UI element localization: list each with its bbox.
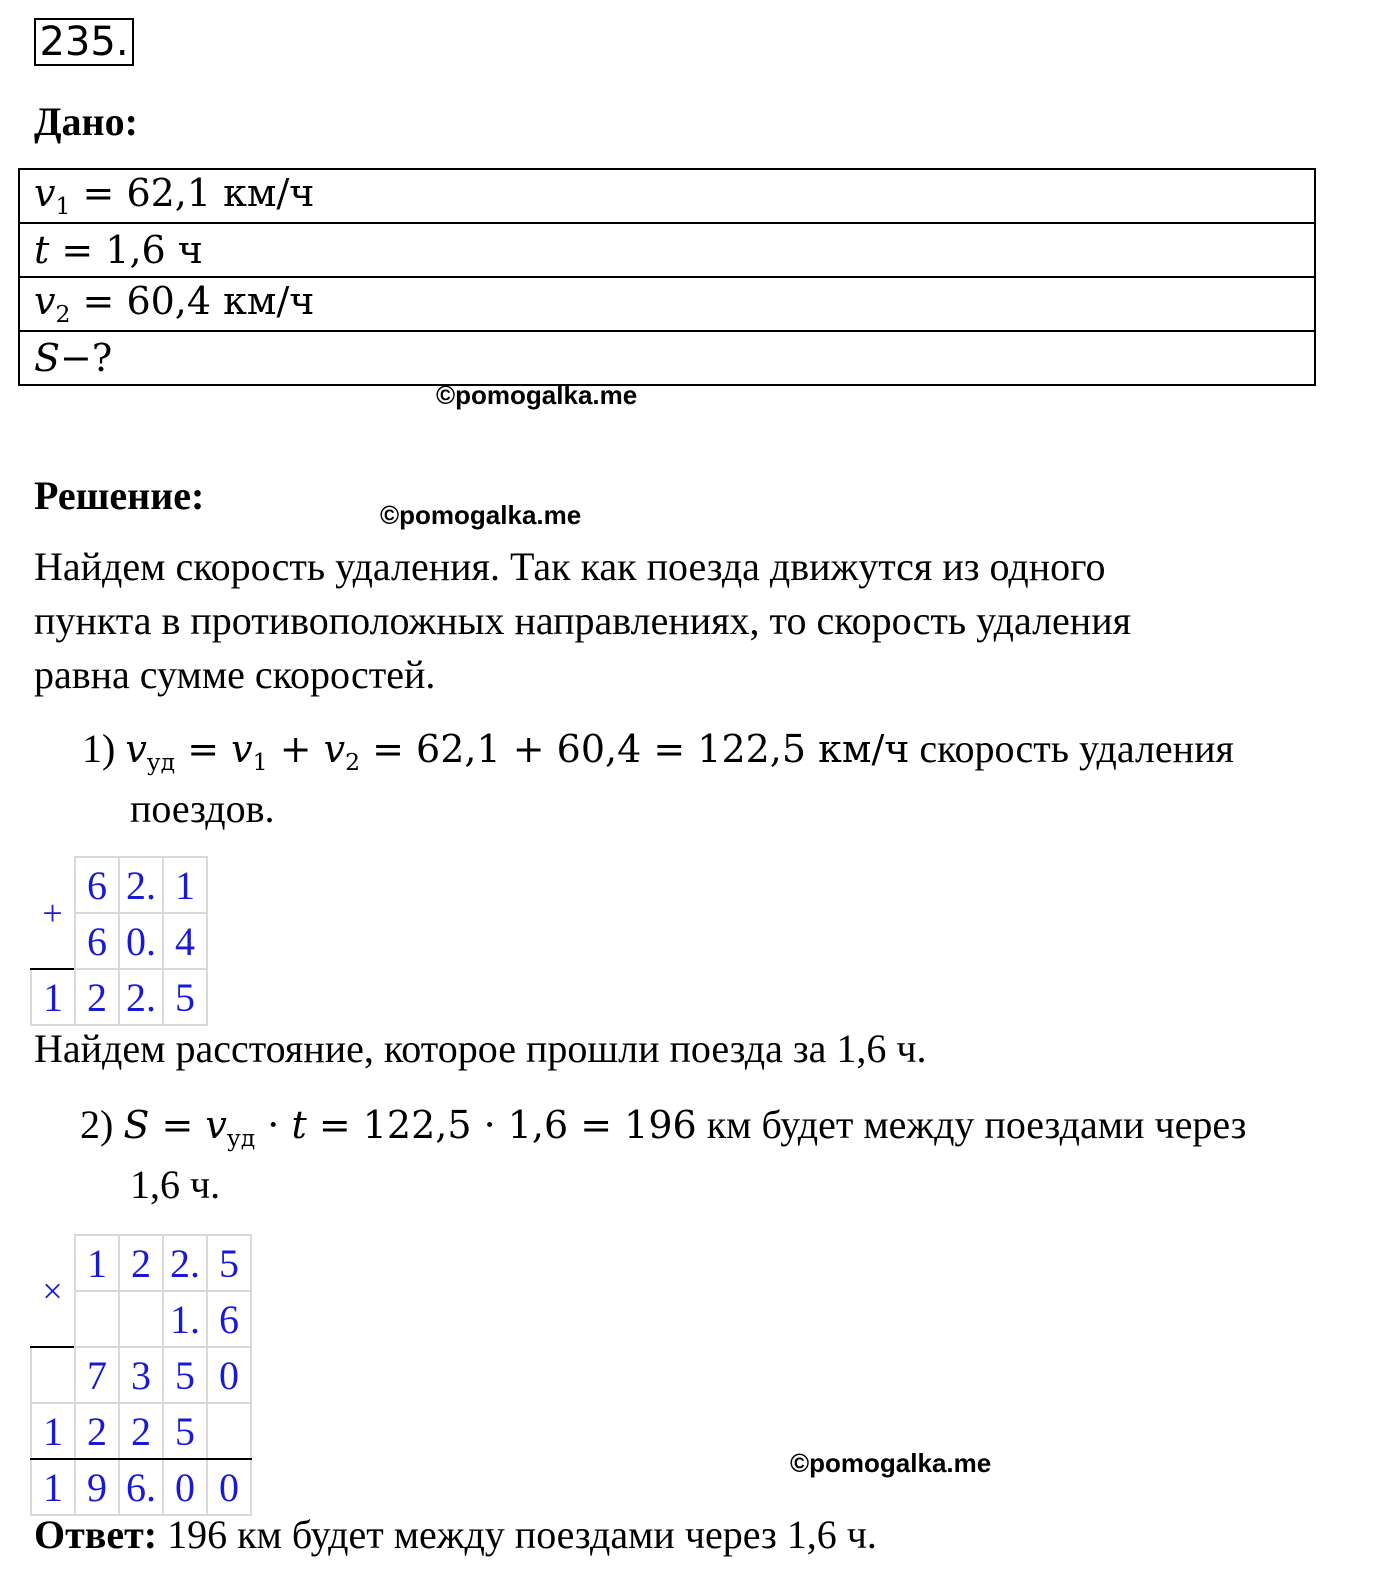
problem-number: 235. xyxy=(34,18,134,66)
var-v: v xyxy=(231,727,253,771)
addition-grid xyxy=(30,856,208,1026)
digit xyxy=(75,1291,119,1347)
dot: · xyxy=(255,1103,292,1147)
intro-line-2: пункта в противоположных направлениях, то скорость удаления xyxy=(34,598,1131,643)
value-t: = 1,6 ч xyxy=(49,228,203,272)
digit: 2 xyxy=(119,1403,163,1459)
var-s: S xyxy=(34,336,61,380)
watermark: ©pomogalka.me xyxy=(380,500,582,530)
var-v: v xyxy=(323,727,346,771)
mid-text: Найдем расстояние, которое прошли поезда за 1,6 ч. xyxy=(34,1026,927,1071)
digit: 1 xyxy=(31,1459,75,1515)
step-1-number: 1) xyxy=(82,726,126,771)
sub-1: 1 xyxy=(252,748,268,777)
digit: 2. xyxy=(119,857,163,913)
digit: 5 xyxy=(163,1403,207,1459)
mult-row-1 xyxy=(31,1235,251,1291)
digit: 0 xyxy=(207,1347,251,1403)
digit: 0 xyxy=(163,1459,207,1515)
digit: 2 xyxy=(119,1235,163,1291)
var-t: t xyxy=(34,228,50,272)
plus: + xyxy=(267,727,324,771)
digit: 1. xyxy=(163,1291,207,1347)
digit: 1 xyxy=(31,1403,75,1459)
step-2-continuation: 1,6 ч. xyxy=(130,1162,221,1207)
plus-sign: + xyxy=(31,857,75,969)
digit xyxy=(119,1291,163,1347)
digit: 3 xyxy=(119,1347,163,1403)
digit: 2 xyxy=(75,1403,119,1459)
var-s: S xyxy=(123,1103,150,1147)
value-v1: = 62,1 км/ч xyxy=(70,171,315,216)
digit xyxy=(31,1347,75,1403)
digit: 6. xyxy=(119,1459,163,1515)
step-2-number: 2) xyxy=(80,1102,124,1147)
watermark: ©pomogalka.me xyxy=(436,380,638,410)
step-1-continuation: поездов. xyxy=(130,786,275,831)
given-row-s xyxy=(19,331,1315,385)
step-2-expression: = 122,5 · 1,6 = 196 xyxy=(306,1103,697,1147)
solution-heading: Решение: xyxy=(34,473,205,518)
times-sign: × xyxy=(31,1235,75,1347)
digit: 5 xyxy=(207,1235,251,1291)
digit: 1 xyxy=(163,857,207,913)
addition-result xyxy=(31,969,207,1025)
answer-text: 196 км будет между поездами через 1,6 ч. xyxy=(157,1512,877,1557)
var-t: t xyxy=(291,1103,307,1147)
step-1 xyxy=(82,722,1234,789)
question-s: −? xyxy=(60,336,113,380)
sub-ud: уд xyxy=(226,1124,256,1153)
sub-1: 1 xyxy=(55,192,71,221)
given-heading: Дано: xyxy=(34,99,138,144)
intro-line-3: равна сумме скоростей. xyxy=(34,652,436,697)
step-2-text: км будет между поездами через xyxy=(696,1102,1247,1147)
var-v: v xyxy=(125,727,147,771)
digit: 1 xyxy=(75,1235,119,1291)
digit: 2 xyxy=(75,969,119,1025)
answer xyxy=(34,1508,877,1562)
intro-line-1: Найдем скорость удаления. Так как поезда движутся из одного xyxy=(34,544,1106,589)
equals: = xyxy=(175,727,232,771)
digit xyxy=(207,1403,251,1459)
given-row-t xyxy=(19,223,1315,277)
step-1-expression: = 62,1 + 60,4 = 122,5 км/ч xyxy=(360,727,910,771)
sub-2: 2 xyxy=(345,748,361,777)
var-v2: v xyxy=(34,279,56,324)
digit: 0. xyxy=(119,913,163,969)
digit: 6 xyxy=(207,1291,251,1347)
watermark: ©pomogalka.me xyxy=(790,1448,992,1478)
digit: 4 xyxy=(163,913,207,969)
given-table xyxy=(18,168,1316,386)
var-v: v xyxy=(205,1103,227,1147)
answer-label: Ответ: xyxy=(34,1512,158,1557)
mult-partial-1 xyxy=(31,1347,251,1403)
digit: 1 xyxy=(31,969,75,1025)
mult-partial-2 xyxy=(31,1403,251,1459)
value-v2: = 60,4 км/ч xyxy=(70,279,315,324)
equals: = xyxy=(149,1103,206,1147)
digit: 2. xyxy=(163,1235,207,1291)
digit: 6 xyxy=(75,857,119,913)
mult-result xyxy=(31,1459,251,1515)
var-v1: v xyxy=(34,171,56,216)
digit: 5 xyxy=(163,1347,207,1403)
digit: 6 xyxy=(75,913,119,969)
addition-row-1 xyxy=(31,857,207,913)
digit: 0 xyxy=(207,1459,251,1515)
multiplication-grid xyxy=(30,1234,252,1516)
sub-2: 2 xyxy=(55,300,71,329)
digit: 9 xyxy=(75,1459,119,1515)
given-row-v2 xyxy=(19,277,1315,331)
given-row-v1 xyxy=(19,169,1315,223)
digit: 7 xyxy=(75,1347,119,1403)
digit: 5 xyxy=(163,969,207,1025)
step-1-text: скорость удаления xyxy=(909,726,1234,771)
digit: 2. xyxy=(119,969,163,1025)
step-2 xyxy=(80,1098,1246,1165)
sub-ud: уд xyxy=(146,748,176,777)
